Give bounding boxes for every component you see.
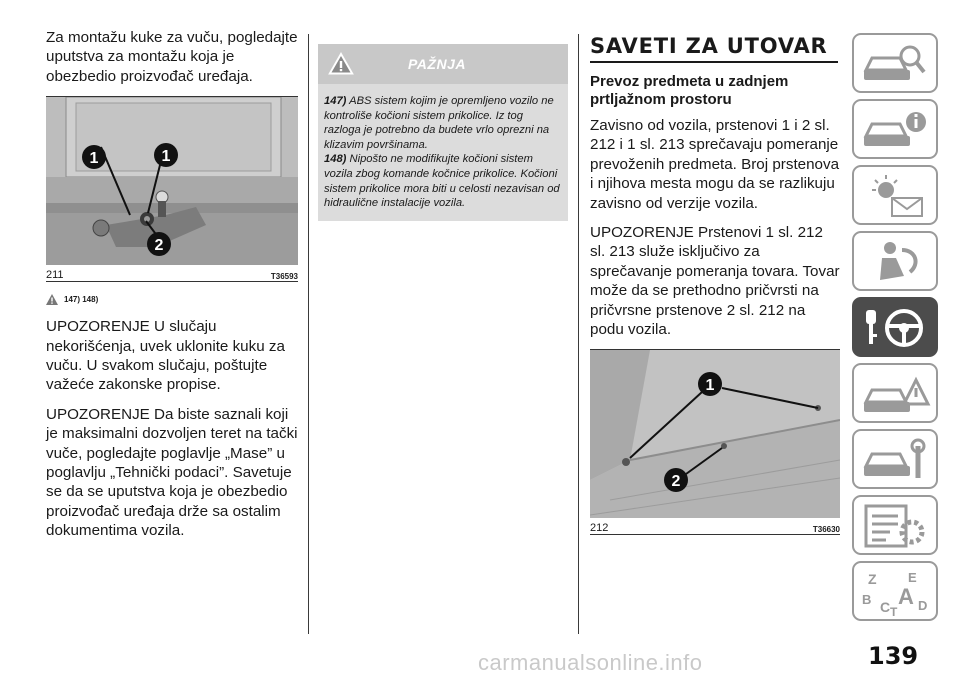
- warning-item-number: 147): [324, 95, 347, 107]
- callout-2: 2: [671, 473, 681, 491]
- column-middle: [318, 44, 568, 221]
- callout-1: 1: [705, 377, 715, 395]
- section-heading: SAVETI ZA UTOVAR: [590, 34, 828, 58]
- column-left: [46, 28, 298, 551]
- specs-list-gear-icon: [860, 502, 932, 550]
- warning-item: [324, 94, 562, 152]
- tab-car-search[interactable]: [852, 33, 938, 93]
- page-number: 139: [868, 642, 919, 670]
- figure-212-image: [590, 349, 840, 518]
- figure-212-caption: [590, 518, 840, 535]
- figure-code: T36630: [812, 525, 840, 535]
- warning-item-text: Nipošto ne modifikujte kočioni sistem vozila zbog komande kočnice prikolice. Kočioni sistem prikolice mora biti u celosti nezavisan od hidraulične instalacije vozila.: [324, 153, 560, 210]
- index-letter: E: [908, 570, 917, 585]
- key-steering-wheel-icon: [860, 304, 932, 352]
- tab-driving[interactable]: [852, 297, 938, 357]
- warning-body: [318, 84, 568, 211]
- warning-triangle-icon: [328, 52, 354, 75]
- airbag-seat-icon: [860, 238, 932, 286]
- figure-code: T36593: [270, 272, 298, 282]
- figure-211-caption: [46, 265, 298, 282]
- warning-item-number: 148): [324, 153, 347, 166]
- callout-2: 2: [154, 237, 164, 255]
- warning-item: [324, 152, 562, 210]
- callout-1a: 1: [89, 150, 99, 168]
- paragraph-warning-remove-hook: UPOZORENJE U slučaju nekorišćenja, uvek uklonite kuku za vuču. U svakom slučaju, poštujte važeće zakonske propise.: [46, 318, 285, 394]
- column-divider-1: [308, 34, 309, 634]
- warning-item-text: ABS sistem kojim je opremljeno vozilo ne kontroliše kočioni sistem prikolice. Iz tog razloga je potrebno da budete vrlo oprezni na klizavim površinama.: [324, 95, 554, 151]
- alphabet-index-icon: [860, 568, 932, 616]
- watermark: carmanualsonline.info: [478, 650, 703, 675]
- index-letter: C: [880, 599, 891, 615]
- car-breakdown-icon: [860, 370, 932, 418]
- reference-numbers: 147) 148): [64, 295, 99, 305]
- figure-number: 212: [590, 522, 609, 535]
- tab-safety[interactable]: [852, 231, 938, 291]
- figure-211-image: [46, 96, 298, 265]
- subsection-heading: Prevoz predmeta u zadnjem prtljažnom prostoru: [590, 73, 789, 108]
- index-letter: B: [862, 592, 872, 607]
- tab-maintenance[interactable]: [852, 429, 938, 489]
- figure-number: 211: [46, 269, 64, 282]
- tab-technical-data[interactable]: [852, 495, 938, 555]
- intro-paragraph: Za montažu kuke za vuču, pogledajte uputstva za montažu koja je obezbedio proizvođač uređaja.: [46, 29, 298, 85]
- figure-212: [590, 349, 840, 535]
- car-info-icon: [860, 106, 932, 154]
- paragraph-warning-max-load: UPOZORENJE Da biste saznali koji je maksimalni dozvoljen teret na tački vuče, pogledajte poglavlje „Mase” u poglavlju „Tehnički podaci”. Savetuje se da se uputstva koja je obezbedio proizvođač uređaja drže sa ostalim dokumentima vozila.: [46, 405, 298, 540]
- heading-rule: [590, 61, 838, 63]
- column-divider-2: [578, 34, 579, 634]
- warning-box: [318, 44, 568, 221]
- warning-header: [318, 44, 568, 84]
- tab-emergency[interactable]: [852, 363, 938, 423]
- chapter-tabs: [852, 33, 942, 627]
- figure-211: [46, 96, 298, 282]
- index-letter: A: [898, 584, 914, 609]
- car-search-icon: [860, 40, 932, 88]
- cargo-rings-illustration: [590, 350, 840, 518]
- paragraph-rings: Zavisno od vozila, prstenovi 1 i 2 sl. 212 i 1 sl. 213 sprečavaju pomeranje prevoženih predmeta. Broj prstenova i njihova mesta mogu da se razlikuju zavisno od verzije vozila.: [590, 117, 840, 212]
- tow-hook-illustration: [46, 97, 298, 265]
- warning-title: PAŽNJA: [408, 56, 466, 72]
- callout-1b: 1: [161, 148, 171, 166]
- tab-car-info[interactable]: [852, 99, 938, 159]
- car-wrench-icon: [860, 436, 932, 484]
- index-letter: D: [918, 598, 928, 613]
- index-letter: Z: [868, 571, 877, 587]
- paragraph-warning-rings: UPOZORENJE Prstenovi 1 sl. 212 sl. 213 služe isključivo za sprečavanje pomeranja tovara. Tovar može da se prethodno pričvrsti na pričvrsne prstenove 2 sl. 212 na podu vozila.: [590, 224, 840, 339]
- tab-warning-lights[interactable]: [852, 165, 938, 225]
- column-right: [590, 28, 840, 535]
- index-letter: T: [890, 605, 898, 616]
- warning-reference: [46, 294, 298, 305]
- warning-triangle-icon: [46, 294, 58, 305]
- warning-light-mail-icon: [860, 172, 932, 220]
- tab-index[interactable]: [852, 561, 938, 621]
